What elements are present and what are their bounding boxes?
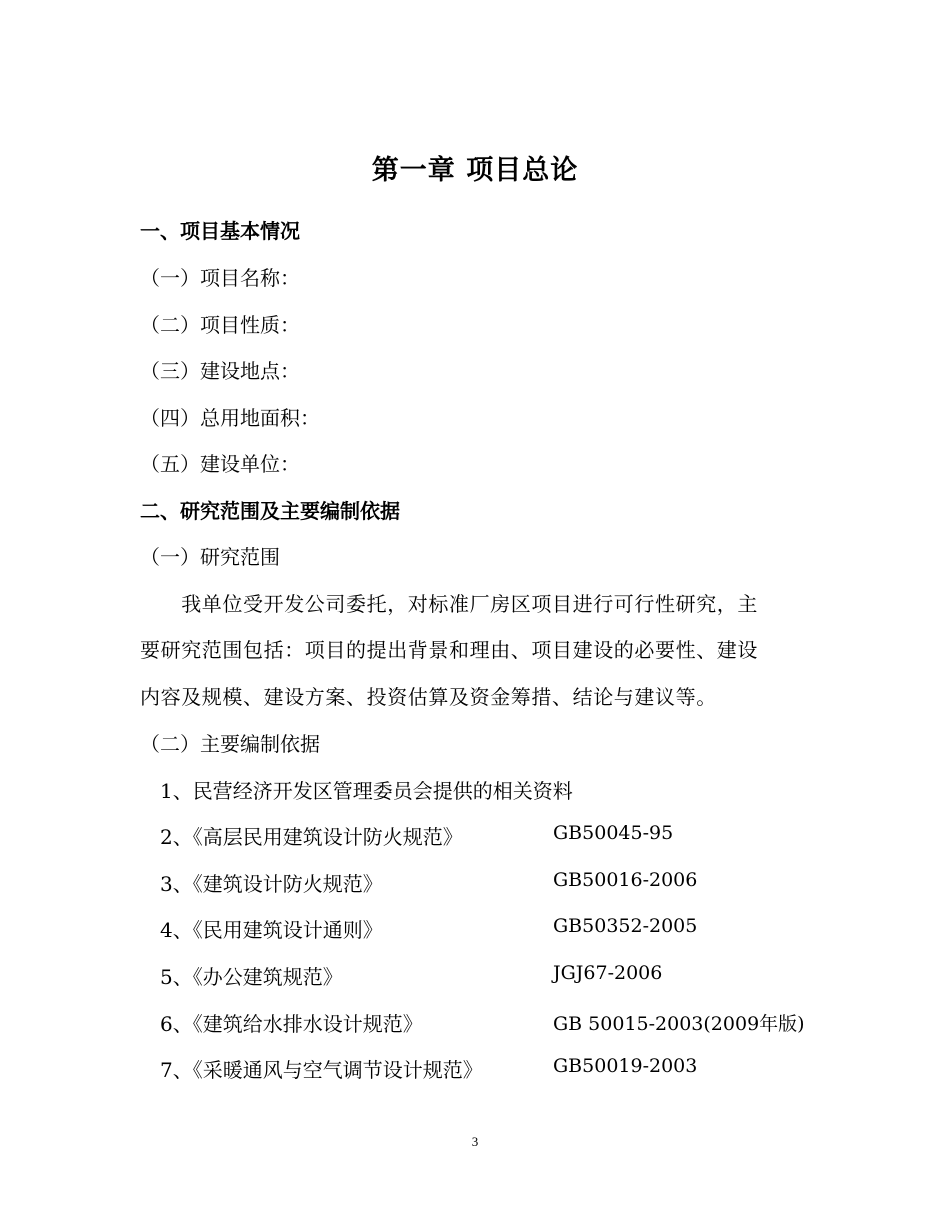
basis-heading: （二）主要编制依据 <box>140 732 320 756</box>
reference-code: GB50019-2003 <box>553 1055 698 1077</box>
scope-paragraph-line: 要研究范围包括：项目的提出背景和理由、项目建设的必要性、建设 <box>140 638 758 662</box>
section-heading-scope-and-basis: 二、研究范围及主要编制依据 <box>140 499 400 523</box>
section-heading-basic-info: 一、项目基本情况 <box>140 219 300 243</box>
reference-title: 7、《采暖通风与空气调节设计规范》 <box>160 1058 483 1082</box>
reference-title: 5、《办公建筑规范》 <box>160 965 343 989</box>
page-number: 3 <box>471 1134 479 1149</box>
item-total-land-area: （四）总用地面积： <box>140 406 320 430</box>
item-project-nature: （二）项目性质： <box>140 313 300 337</box>
reference-code: GB 50015-2003(2009年版) <box>553 1013 805 1035</box>
scope-paragraph-line: 内容及规模、建设方案、投资估算及资金筹措、结论与建议等。 <box>140 685 717 709</box>
scope-heading: （一）研究范围 <box>140 545 280 569</box>
item-project-name: （一）项目名称： <box>140 266 300 290</box>
reference-title: 3、《建筑设计防火规范》 <box>160 872 383 896</box>
reference-code: GB50352-2005 <box>553 915 698 937</box>
basis-item-related-materials: 1、民营经济开发区管理委员会提供的相关资料 <box>160 779 573 803</box>
item-construction-site: （三）建设地点： <box>140 359 300 383</box>
item-construction-unit: （五）建设单位： <box>140 452 300 476</box>
scope-paragraph-line: 我单位受开发公司委托，对标准厂房区项目进行可行性研究，主 <box>140 592 758 616</box>
reference-code: GB50016-2006 <box>553 869 698 891</box>
reference-title: 2、《高层民用建筑设计防火规范》 <box>160 825 463 849</box>
chapter-title: 第一章 项目总论 <box>371 155 579 186</box>
reference-title: 4、《民用建筑设计通则》 <box>160 918 383 942</box>
reference-code: GB50045-95 <box>553 822 674 844</box>
reference-title: 6、《建筑给水排水设计规范》 <box>160 1012 423 1036</box>
reference-code: JGJ67-2006 <box>553 962 663 984</box>
